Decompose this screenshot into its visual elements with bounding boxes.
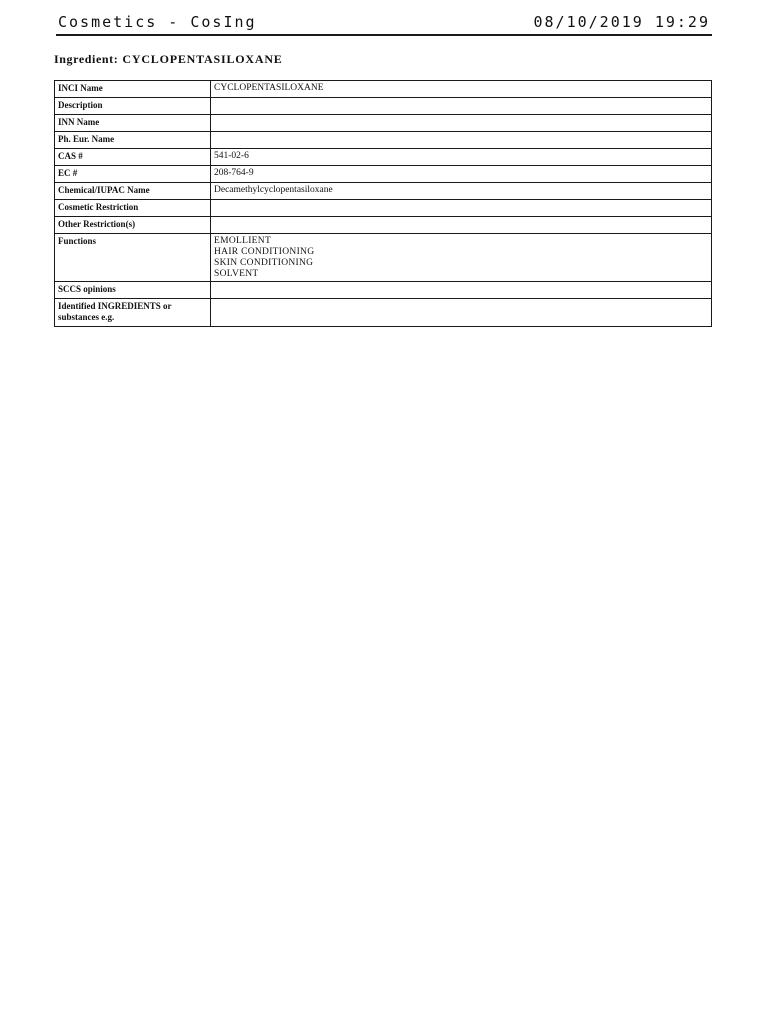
ingredient-info-table (54, 80, 712, 327)
table-row-inn-name (55, 115, 712, 132)
row-value: CYCLOPENTASILOXANE (211, 81, 712, 98)
row-label: Identified INGREDIENTS or substances e.g. (55, 299, 211, 327)
table-row-other-restrictions (55, 217, 712, 234)
table-row-sccs-opinions (55, 282, 712, 299)
row-value (211, 115, 712, 132)
function-item: SKIN CONDITIONING (214, 258, 314, 268)
row-value (211, 98, 712, 115)
table-row-cas (55, 149, 712, 166)
table-row-functions (55, 234, 712, 282)
row-label: Functions (55, 234, 211, 282)
ingredient-name: CYCLOPENTASILOXANE (122, 52, 283, 66)
row-label: CAS # (55, 149, 211, 166)
print-timestamp: 08/10/2019 19:29 (533, 13, 710, 31)
ingredient-heading (54, 52, 283, 67)
table-row-description (55, 98, 712, 115)
row-value: Decamethylcyclopentasiloxane (211, 183, 712, 200)
row-value (211, 200, 712, 217)
row-label: Other Restriction(s) (55, 217, 211, 234)
function-item: SOLVENT (214, 269, 259, 279)
ingredient-label: Ingredient: (54, 52, 119, 66)
table-row-cosmetic-restriction (55, 200, 712, 217)
row-value (211, 299, 712, 327)
row-value (211, 217, 712, 234)
table-row-ph-eur-name (55, 132, 712, 149)
table-row-identified-ingredients (55, 299, 712, 327)
function-item: HAIR CONDITIONING (214, 247, 315, 257)
site-title: Cosmetics - CosIng (58, 13, 257, 31)
row-label: Ph. Eur. Name (55, 132, 211, 149)
row-label: Cosmetic Restriction (55, 200, 211, 217)
row-value: 208-764-9 (211, 166, 712, 183)
table-row-inci-name (55, 81, 712, 98)
functions-list (211, 234, 712, 282)
page-header (56, 13, 712, 36)
row-label: Description (55, 98, 211, 115)
row-label: EC # (55, 166, 211, 183)
row-label: SCCS opinions (55, 282, 211, 299)
row-value (211, 132, 712, 149)
table-row-ec (55, 166, 712, 183)
row-value: 541-02-6 (211, 149, 712, 166)
table-row-iupac-name (55, 183, 712, 200)
function-item: EMOLLIENT (214, 236, 272, 246)
row-value (211, 282, 712, 299)
row-label: INN Name (55, 115, 211, 132)
row-label: INCI Name (55, 81, 211, 98)
row-label: Chemical/IUPAC Name (55, 183, 211, 200)
